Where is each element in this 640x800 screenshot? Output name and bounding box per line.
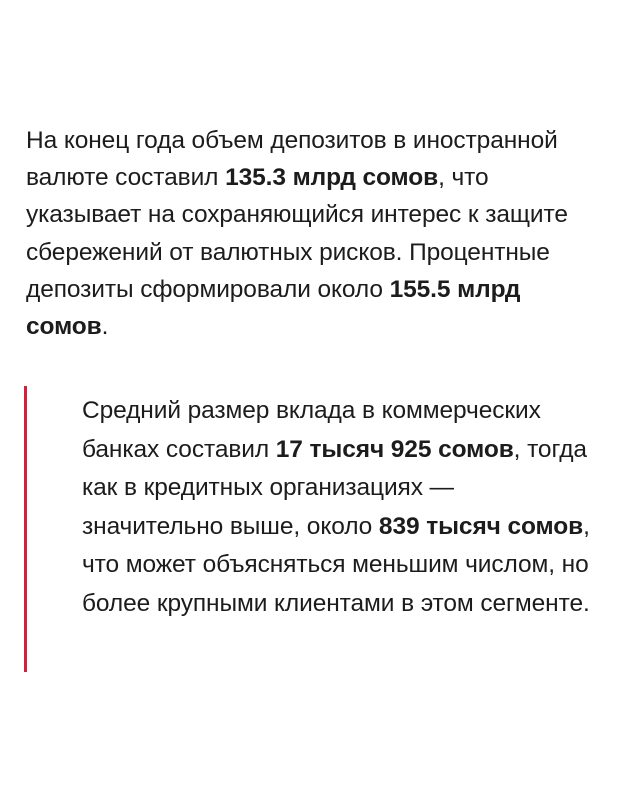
interest-deposits-value: 155.5 млрд сомов <box>26 275 521 341</box>
credit-organizations-avg-deposit-value: 839 тысяч сомов <box>378 512 584 540</box>
foreign-currency-deposits-value: 135.3 млрд сомов <box>225 164 439 192</box>
paragraph-text: , что указывает на сохраняющийся интерес к защите сбережений от валютных рисков. Процентные депозиты сформировали около <box>26 164 568 303</box>
paragraph-text: . <box>101 313 109 341</box>
quote-paragraph <box>82 392 597 624</box>
article-body <box>26 122 606 345</box>
quote-text: , что может объясняться меньшим числом, но более крупными клиентами в этом сегменте. <box>82 512 590 617</box>
commercial-banks-avg-deposit-value: 17 тысяч 925 сомов <box>275 435 514 463</box>
quote-text: , тогда как в кредитных организациях — значительно выше, около <box>82 435 587 540</box>
deposits-paragraph <box>26 122 606 345</box>
quote-text: Средний размер вклада в коммерческих банках составил <box>82 397 541 463</box>
highlight-quote <box>24 386 597 672</box>
paragraph-text: На конец года объем депозитов в иностранной валюте составил <box>26 127 558 192</box>
